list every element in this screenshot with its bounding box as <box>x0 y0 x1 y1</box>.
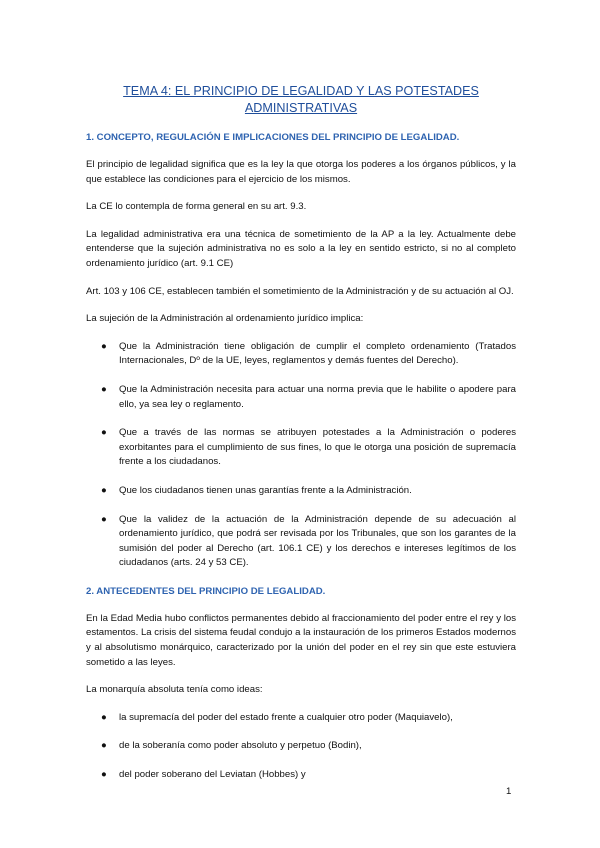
bullet-icon: ● <box>101 427 107 439</box>
list-item <box>86 513 516 571</box>
paragraph: El principio de legalidad significa que es la ley la que otorga los poderes a los órganos públicos, y la que establece las condiciones para el ejercicio de los mismos. <box>86 159 516 185</box>
list-item-text: Que la Administración tiene obligación de cumplir el completo ordenamiento (Tratados Internacionales, Dº de la UE, leyes, reglamentos y demás fuentes del Derecho). <box>119 340 516 367</box>
list-item <box>86 739 516 754</box>
page-content <box>86 83 516 797</box>
bullet-icon: ● <box>101 711 107 723</box>
list-item <box>86 768 516 783</box>
bullet-icon: ● <box>101 740 107 752</box>
list-item-text: del poder soberano del Leviatan (Hobbes) y <box>119 769 306 781</box>
bullet-list <box>86 711 516 783</box>
list-item-text: Que la Administración necesita para actuar una norma previa que le habilite o apodere para ello, ya sea ley o reglamento. <box>119 383 516 410</box>
bullet-icon: ● <box>101 340 107 352</box>
paragraph: La legalidad administrativa era una técnica de sometimiento de la AP a la ley. Actualmente debe entenderse que la sujeción administrativa no es solo a la ley en sentido estricto, si no al completo ordenamiento jurídico (art. 9.1 CE) <box>86 228 516 269</box>
list-item <box>86 383 516 412</box>
bullet-list <box>86 340 516 571</box>
list-item <box>86 426 516 470</box>
bullet-icon: ● <box>101 484 107 496</box>
list-item-text: Que a través de las normas se atribuyen potestades a la Administración o poderes exorbitantes para el cumplimiento de sus fines, lo que le otorga una posición de supremacía frente a los ciudadanos. <box>119 427 516 468</box>
list-item-text: Que los ciudadanos tienen unas garantías frente a la Administración. <box>119 484 412 496</box>
section-2-heading: 2. ANTECEDENTES DEL PRINCIPIO DE LEGALIDAD. <box>86 585 326 597</box>
paragraph: La monarquía absoluta tenía como ideas: <box>86 684 263 696</box>
list-item <box>86 340 516 369</box>
paragraph: La sujeción de la Administración al ordenamiento jurídico implica: <box>86 313 364 325</box>
list-item <box>86 711 516 726</box>
paragraph: La CE lo contempla de forma general en su art. 9.3. <box>86 201 307 213</box>
list-item <box>86 484 516 499</box>
bullet-icon: ● <box>101 769 107 781</box>
page-number: 1 <box>506 786 512 797</box>
document-title: TEMA 4: EL PRINCIPIO DE LEGALIDAD Y LAS POTESTADES ADMINISTRATIVAS <box>123 84 479 115</box>
paragraph: En la Edad Media hubo conflictos permanentes debido al fraccionamiento del poder entre el rey y los estamentos. La crisis del sistema feudal condujo a la instauración de los primeros Estados modernos y al absolutismo monárquico, caracterizado por la unión del poder en el rey sin que este estuviera sometido a las leyes. <box>86 612 516 668</box>
bullet-icon: ● <box>101 513 107 525</box>
section-1-heading: 1. CONCEPTO, REGULACIÓN E IMPLICACIONES DEL PRINCIPIO DE LEGALIDAD. <box>86 132 460 143</box>
bullet-icon: ● <box>101 383 107 395</box>
list-item-text: Que la validez de la actuación de la Administración depende de su adecuación al ordenamiento jurídico, que podrá ser revisada por los Tribunales, que son los garantes de la sumisión del poder al Derecho (art. 106.1 CE) y los derechos e intereses legítimos de los ciudadanos (arts. 24 y 53 CE). <box>119 513 516 569</box>
list-item-text: de la soberanía como poder absoluto y perpetuo (Bodin), <box>119 740 362 752</box>
paragraph: Art. 103 y 106 CE, establecen también el sometimiento de la Administración y de su actuación al OJ. <box>86 285 514 297</box>
list-item-text: la supremacía del poder del estado frente a cualquier otro poder (Maquiavelo), <box>119 711 453 723</box>
